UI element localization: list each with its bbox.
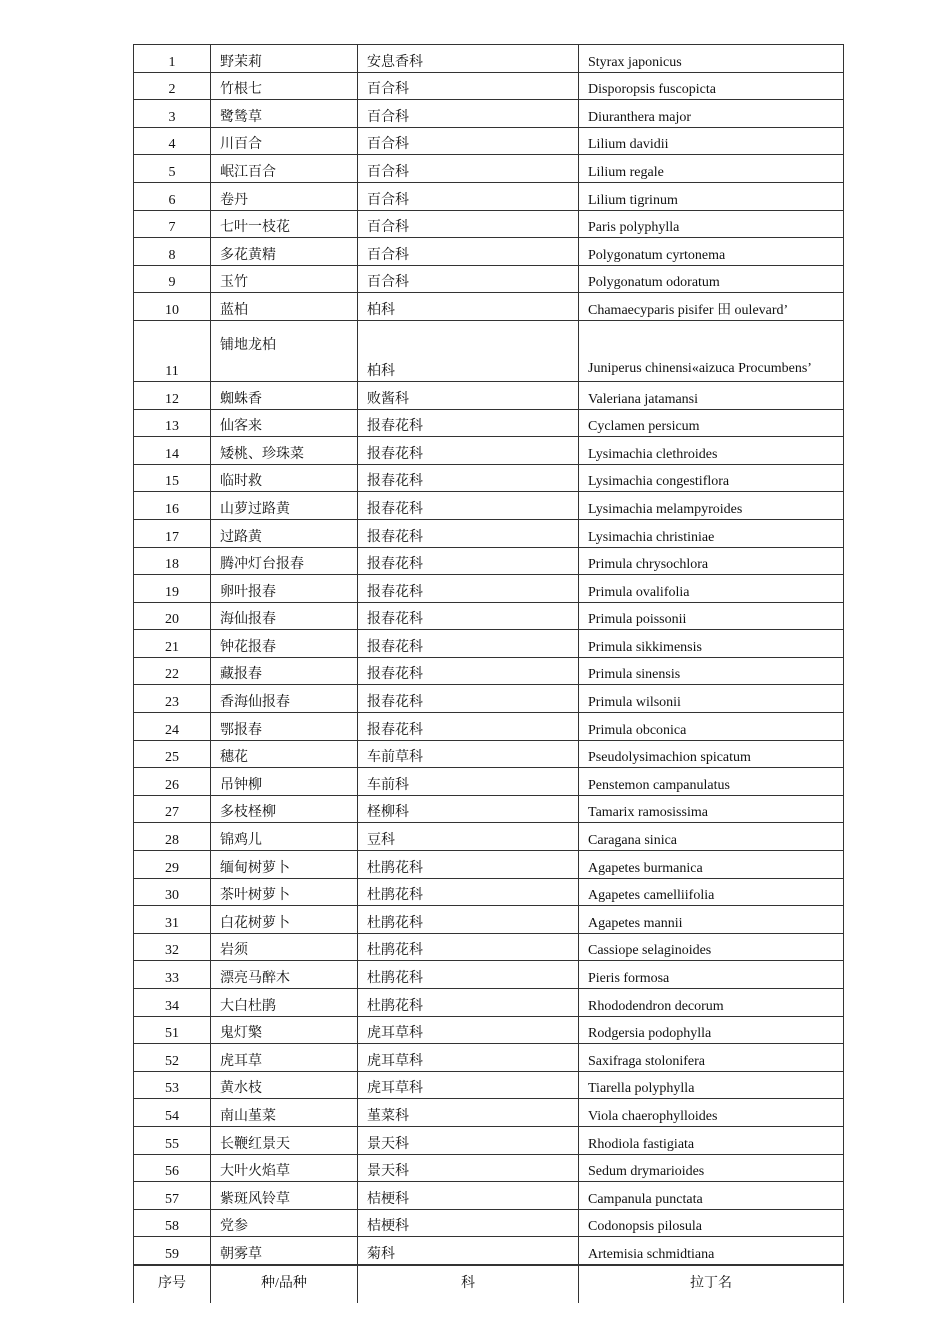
cell-family: 百合科 [358,238,579,266]
table-row [134,182,844,210]
table-row [134,127,844,155]
cell-family: 百合科 [358,127,579,155]
species-table [133,44,844,1303]
cell-latin: Codonopsis pilosula [579,1209,844,1237]
cell-latin: Agapetes mannii [579,906,844,934]
table-row [134,320,844,381]
cell-latin: Lilium regale [579,155,844,183]
table-row [134,1126,844,1154]
cell-family: 车前草科 [358,740,579,768]
header-name: 种/品种 [211,1265,358,1303]
cell-family: 百合科 [358,100,579,128]
cell-name: 虎耳草 [211,1044,358,1072]
cell-no: 19 [134,575,211,603]
table-row [134,1237,844,1265]
cell-no: 28 [134,823,211,851]
cell-latin: Caragana sinica [579,823,844,851]
cell-no: 51 [134,1016,211,1044]
cell-name: 党参 [211,1209,358,1237]
table-row [134,851,844,879]
table-row [134,906,844,934]
cell-name: 藏报春 [211,657,358,685]
cell-name: 腾冲灯台报春 [211,547,358,575]
cell-latin: Rodgersia podophylla [579,1016,844,1044]
table-row [134,740,844,768]
cell-name: 香海仙报春 [211,685,358,713]
table-row [134,437,844,465]
cell-name: 白花树萝卜 [211,906,358,934]
cell-latin: Diuranthera major [579,100,844,128]
cell-name: 长鞭红景天 [211,1126,358,1154]
cell-latin: Primula chrysochlora [579,547,844,575]
table-row [134,547,844,575]
cell-family: 杜鹃花科 [358,851,579,879]
cell-no: 24 [134,713,211,741]
cell-no: 15 [134,464,211,492]
cell-name: 大叶火焰草 [211,1154,358,1182]
cell-latin: Primula obconica [579,713,844,741]
cell-name: 矮桃、珍珠菜 [211,437,358,465]
cell-family: 报春花科 [358,657,579,685]
table-row [134,265,844,293]
table-row [134,602,844,630]
cell-family: 百合科 [358,182,579,210]
cell-family: 报春花科 [358,602,579,630]
cell-no: 34 [134,989,211,1017]
cell-no: 10 [134,293,211,321]
table-row [134,519,844,547]
cell-family: 百合科 [358,72,579,100]
cell-family: 杜鹃花科 [358,906,579,934]
cell-family: 安息香科 [358,45,579,73]
cell-no: 31 [134,906,211,934]
cell-no: 57 [134,1182,211,1210]
cell-no: 23 [134,685,211,713]
cell-no: 56 [134,1154,211,1182]
table-row [134,657,844,685]
cell-family: 豆科 [358,823,579,851]
cell-latin: Agapetes burmanica [579,851,844,879]
cell-name: 多枝柽柳 [211,795,358,823]
cell-latin: Pseudolysimachion spicatum [579,740,844,768]
cell-name: 过路黄 [211,519,358,547]
cell-no: 3 [134,100,211,128]
cell-no: 1 [134,45,211,73]
cell-no: 16 [134,492,211,520]
cell-no: 5 [134,155,211,183]
cell-family: 景天科 [358,1126,579,1154]
cell-no: 33 [134,961,211,989]
table-row [134,1099,844,1127]
cell-family: 报春花科 [358,492,579,520]
cell-latin: Paris polyphylla [579,210,844,238]
cell-latin: Rhododendron decorum [579,989,844,1017]
table-row [134,45,844,73]
cell-name: 玉竹 [211,265,358,293]
species-table-body [134,45,844,1265]
cell-family: 报春花科 [358,713,579,741]
cell-no: 26 [134,768,211,796]
cell-name: 七叶一枝花 [211,210,358,238]
cell-no: 29 [134,851,211,879]
cell-family: 柏科 [358,293,579,321]
species-table-container [133,44,843,1303]
cell-no: 30 [134,878,211,906]
cell-name: 缅甸树萝卜 [211,851,358,879]
cell-latin: Tiarella polyphylla [579,1071,844,1099]
cell-latin: Saxifraga stolonifera [579,1044,844,1072]
cell-latin: Tamarix ramosissima [579,795,844,823]
cell-name: 鬼灯檠 [211,1016,358,1044]
cell-name: 卵叶报春 [211,575,358,603]
cell-family: 报春花科 [358,685,579,713]
cell-latin: Primula wilsonii [579,685,844,713]
cell-no: 7 [134,210,211,238]
cell-name: 穗花 [211,740,358,768]
cell-no: 53 [134,1071,211,1099]
table-row [134,72,844,100]
cell-latin: Agapetes camelliifolia [579,878,844,906]
cell-name: 海仙报春 [211,602,358,630]
cell-family: 报春花科 [358,409,579,437]
cell-name: 漂亮马醉木 [211,961,358,989]
table-row [134,381,844,409]
cell-no: 32 [134,933,211,961]
table-row [134,768,844,796]
cell-latin: Viola chaerophylloides [579,1099,844,1127]
cell-name: 吊钟柳 [211,768,358,796]
cell-latin: Lilium tigrinum [579,182,844,210]
cell-family: 报春花科 [358,575,579,603]
table-row [134,1016,844,1044]
cell-no: 54 [134,1099,211,1127]
cell-name: 鹭鸶草 [211,100,358,128]
table-row [134,713,844,741]
cell-name: 南山堇菜 [211,1099,358,1127]
cell-latin: Primula ovalifolia [579,575,844,603]
cell-name: 铺地龙柏 [211,320,358,381]
cell-no: 17 [134,519,211,547]
cell-latin: Valeriana jatamansi [579,381,844,409]
table-row [134,989,844,1017]
table-row [134,961,844,989]
table-row [134,878,844,906]
table-row [134,1071,844,1099]
table-row [134,685,844,713]
cell-name: 岩须 [211,933,358,961]
table-row [134,795,844,823]
cell-no: 22 [134,657,211,685]
cell-family: 百合科 [358,210,579,238]
cell-latin: Rhodiola fastigiata [579,1126,844,1154]
cell-name: 竹根七 [211,72,358,100]
cell-name: 卷丹 [211,182,358,210]
cell-latin: Primula sikkimensis [579,630,844,658]
cell-family: 杜鹃花科 [358,989,579,1017]
cell-no: 27 [134,795,211,823]
cell-name: 茶叶树萝卜 [211,878,358,906]
cell-no: 9 [134,265,211,293]
table-row [134,575,844,603]
cell-name: 仙客来 [211,409,358,437]
cell-name: 临时救 [211,464,358,492]
cell-name: 紫斑风铃草 [211,1182,358,1210]
cell-name: 蜘蛛香 [211,381,358,409]
cell-latin: Artemisia schmidtiana [579,1237,844,1265]
cell-no: 52 [134,1044,211,1072]
cell-name: 野茉莉 [211,45,358,73]
cell-latin: Primula poissonii [579,602,844,630]
cell-latin: Lysimachia christiniae [579,519,844,547]
cell-family: 报春花科 [358,630,579,658]
cell-no: 25 [134,740,211,768]
table-row [134,155,844,183]
cell-latin: Juniperus chinensi«aizuca Procumbens’ [579,320,844,381]
cell-family: 桔梗科 [358,1209,579,1237]
cell-no: 58 [134,1209,211,1237]
cell-name: 多花黄精 [211,238,358,266]
cell-latin: Polygonatum cyrtonema [579,238,844,266]
table-row [134,293,844,321]
cell-name: 山萝过路黄 [211,492,358,520]
cell-family: 百合科 [358,265,579,293]
cell-family: 虎耳草科 [358,1016,579,1044]
cell-no: 12 [134,381,211,409]
table-row [134,409,844,437]
cell-name: 蓝柏 [211,293,358,321]
cell-latin: Sedum drymarioides [579,1154,844,1182]
cell-latin: Lysimachia clethroides [579,437,844,465]
cell-name: 鄂报春 [211,713,358,741]
cell-latin: Polygonatum odoratum [579,265,844,293]
cell-latin: Lysimachia congestiflora [579,464,844,492]
table-row [134,492,844,520]
cell-family: 堇菜科 [358,1099,579,1127]
cell-no: 11 [134,320,211,381]
cell-no: 18 [134,547,211,575]
cell-family: 景天科 [358,1154,579,1182]
table-row [134,100,844,128]
cell-no: 59 [134,1237,211,1265]
cell-name: 大白杜鹃 [211,989,358,1017]
cell-family: 败酱科 [358,381,579,409]
cell-name: 黄水枝 [211,1071,358,1099]
cell-no: 55 [134,1126,211,1154]
cell-no: 21 [134,630,211,658]
header-latin: 拉丁名 [579,1265,844,1303]
cell-latin: Cassiope selaginoides [579,933,844,961]
cell-no: 14 [134,437,211,465]
cell-latin: Campanula punctata [579,1182,844,1210]
table-row [134,210,844,238]
cell-no: 20 [134,602,211,630]
table-row [134,823,844,851]
cell-name: 钟花报春 [211,630,358,658]
cell-family: 柽柳科 [358,795,579,823]
table-row [134,630,844,658]
cell-family: 车前科 [358,768,579,796]
cell-name: 岷江百合 [211,155,358,183]
cell-latin: Disporopsis fuscopicta [579,72,844,100]
cell-family: 虎耳草科 [358,1044,579,1072]
table-row [134,1154,844,1182]
header-no: 序号 [134,1265,211,1303]
table-row [134,238,844,266]
cell-family: 杜鹃花科 [358,961,579,989]
cell-no: 2 [134,72,211,100]
cell-family: 桔梗科 [358,1182,579,1210]
cell-family: 报春花科 [358,547,579,575]
cell-family: 菊科 [358,1237,579,1265]
table-row [134,1044,844,1072]
cell-family: 报春花科 [358,519,579,547]
cell-family: 柏科 [358,320,579,381]
cell-latin: Lilium davidii [579,127,844,155]
cell-family: 报春花科 [358,437,579,465]
cell-latin: Cyclamen persicum [579,409,844,437]
table-row [134,933,844,961]
cell-latin: Pieris formosa [579,961,844,989]
cell-latin: Chamaecyparis pisifer 田 oulevard’ [579,293,844,321]
cell-no: 4 [134,127,211,155]
cell-name: 川百合 [211,127,358,155]
header-family: 科 [358,1265,579,1303]
cell-family: 百合科 [358,155,579,183]
table-row [134,464,844,492]
table-row [134,1209,844,1237]
cell-no: 13 [134,409,211,437]
cell-latin: Lysimachia melampyroides [579,492,844,520]
cell-family: 虎耳草科 [358,1071,579,1099]
table-row [134,1182,844,1210]
cell-family: 杜鹃花科 [358,933,579,961]
cell-latin: Styrax japonicus [579,45,844,73]
cell-no: 8 [134,238,211,266]
table-header-row [134,1265,844,1303]
cell-family: 杜鹃花科 [358,878,579,906]
cell-no: 6 [134,182,211,210]
cell-name: 朝雾草 [211,1237,358,1265]
cell-latin: Penstemon campanulatus [579,768,844,796]
cell-name: 锦鸡儿 [211,823,358,851]
cell-family: 报春花科 [358,464,579,492]
cell-latin: Primula sinensis [579,657,844,685]
